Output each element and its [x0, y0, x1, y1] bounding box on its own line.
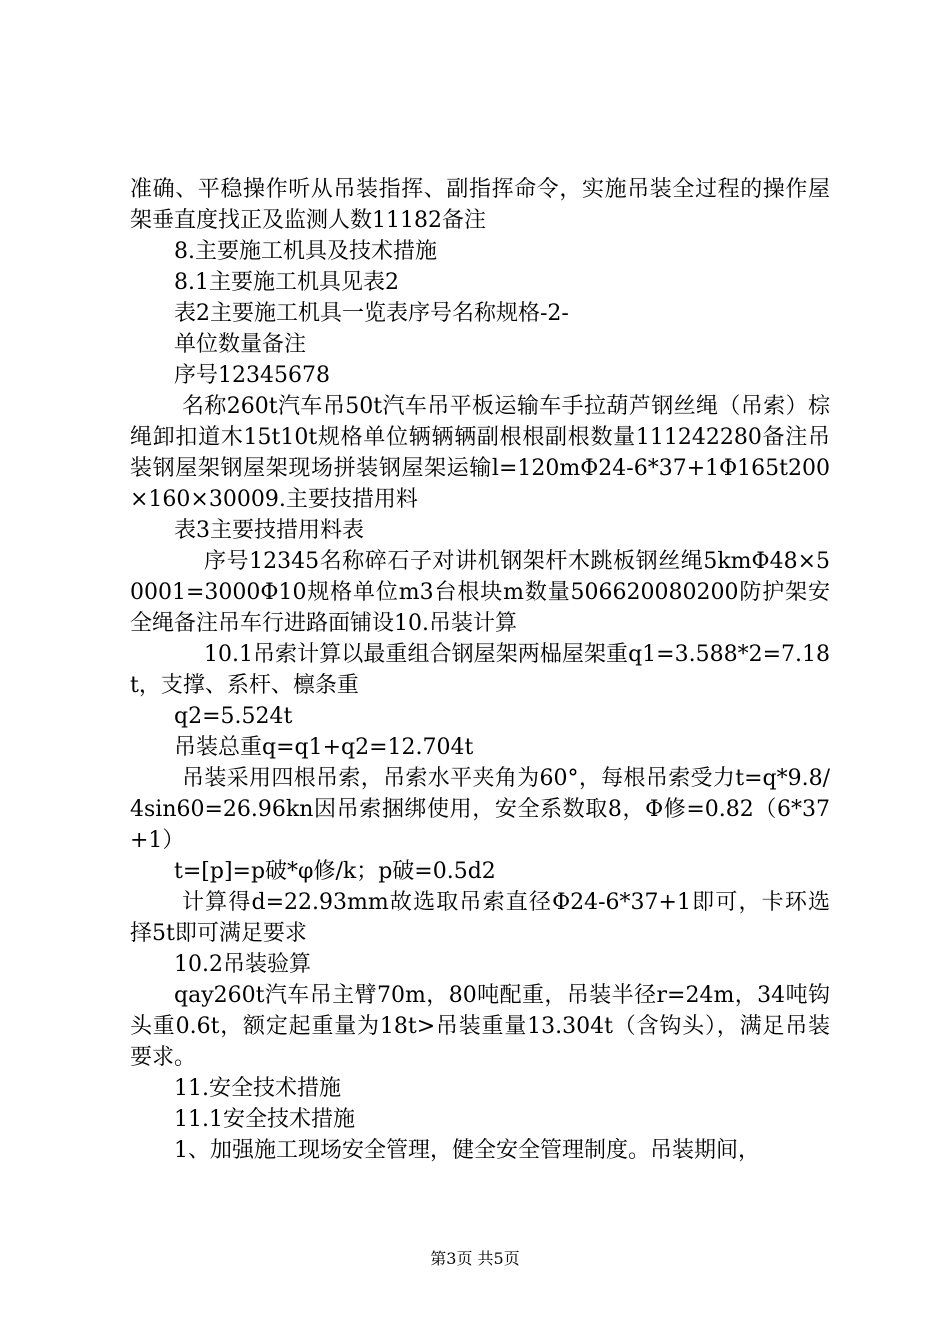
- paragraph: t=[p]=p破*φ修/k；p破=0.5d2: [174, 859, 496, 884]
- document-body: [130, 174, 830, 1166]
- paragraph: 吊装总重q=q1+q2=12.704t: [174, 735, 474, 760]
- paragraph: 单位数量备注: [174, 332, 307, 357]
- paragraph: 10.2吊装验算: [174, 952, 311, 977]
- paragraph: 1、加强施工现场安全管理，健全安全管理制度。吊装期间，: [174, 1138, 760, 1163]
- paragraph: 8.1主要施工机具见表2: [174, 270, 399, 295]
- paragraph: 准确、平稳操作听从吊装指挥、副指挥命令，实施吊装全过程的操作屋架垂直度找正及监测人数11182备注: [130, 177, 830, 233]
- paragraph: 序号12345名称碎石子对讲机钢架杆木跳板钢丝绳5kmΦ48×50001=3000Φ10规格单位m3台根块m数量506620080200防护架安全绳备注吊车行进路面铺设10.吊装计算: [130, 549, 830, 636]
- paragraph: q2=5.524t: [174, 704, 293, 729]
- paragraph: 表3主要技措用料表: [174, 518, 364, 543]
- page-footer: 第3页 共5页: [430, 1249, 520, 1268]
- paragraph: 计算得d=22.93mm故选取吊索直径Φ24-6*37+1即可，卡环选择5t即可满足要求: [130, 890, 830, 946]
- paragraph: 8.主要施工机具及技术措施: [174, 239, 437, 264]
- paragraph: 名称260t汽车吊50t汽车吊平板运输车手拉葫芦钢丝绳（吊索）棕绳卸扣道木15t10t规格单位辆辆辆副根根副根数量111242280备注吊装钢屋架钢屋架现场拼装钢屋架运输l=120mΦ24-6*37+1Φ165t200×160×30009.主要技措用料: [130, 394, 830, 512]
- paragraph: qay260t汽车吊主臂70m，80吨配重，吊装半径r=24m，34吨钩头重0.6t，额定起重量为18t>吊装重量13.304t（含钩头），满足吊装要求。: [130, 983, 830, 1070]
- paragraph: 11.1安全技术措施: [174, 1107, 355, 1132]
- paragraph: 10.1吊索计算以最重组合钢屋架两榀屋架重q1=3.588*2=7.18t，支撑、系杆、檩条重: [130, 642, 830, 698]
- paragraph: 表2主要施工机具一览表序号名称规格-2-: [174, 301, 569, 326]
- paragraph: 吊装采用四根吊索，吊索水平夹角为60°，每根吊索受力t=q*9.8/4sin60=26.96kn因吊索捆绑使用，安全系数取8，Φ修=0.82（6*37+1）: [130, 766, 830, 853]
- paragraph: 序号12345678: [174, 363, 330, 388]
- paragraph: 11.安全技术措施: [174, 1076, 341, 1101]
